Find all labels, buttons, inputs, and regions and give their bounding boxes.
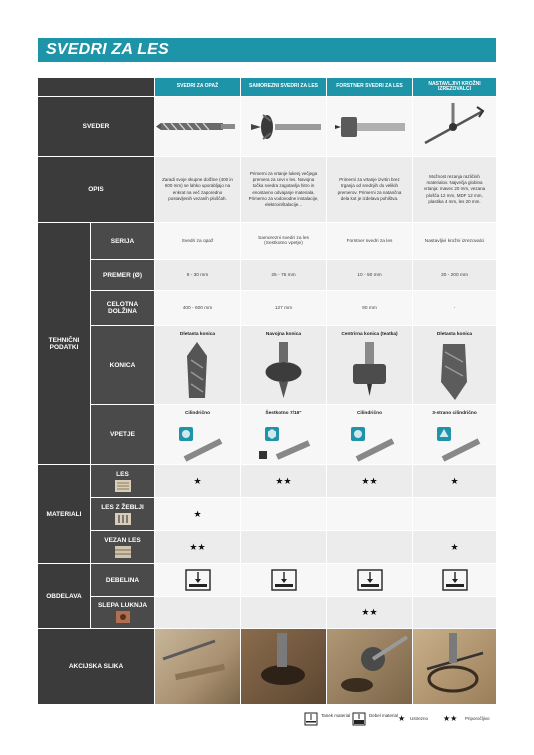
center-point-tip-icon (327, 326, 412, 404)
description-1: Zaradi svoje skupne dolžine (400 in 600 mm) se lahko uporabljajo na enkrat na več zaporedno postavljenih vezanih ploščah. (155, 157, 240, 222)
drill-image-4 (413, 97, 496, 156)
row-label-konica: KONICA (91, 326, 154, 404)
group-label-tehnicni: TEHNIČNI PODATKI (38, 223, 90, 464)
tip-cell-1 (155, 326, 240, 404)
length-1: 400 - 600 mm (155, 291, 240, 325)
row-label-celotna: CELOTNA DOLŽINA (91, 291, 154, 325)
column-header-2: SAMOREZNI SVEDRI ZA LES (241, 78, 326, 96)
wood-with-nails-icon (115, 513, 131, 525)
title-banner (38, 38, 496, 62)
shank-cell-2 (241, 405, 326, 464)
wood-icon (115, 480, 131, 492)
rating-vezan-les-1: ★★ (155, 531, 240, 563)
thickness-cell-4 (413, 564, 496, 596)
rating-vezan-les-2 (241, 531, 326, 563)
legend (0, 708, 534, 734)
circle-cutter-icon (413, 97, 496, 156)
length-2: 127 mm (241, 291, 326, 325)
rating-les-zeblji-3 (327, 498, 412, 530)
row-label-les-zeblji-text: LES Z ŽEBLJI (101, 503, 144, 511)
column-header-4: NASTAVLJIVI KROŽNI IZREZOVALCI (413, 78, 496, 96)
drilling-photo (155, 629, 240, 704)
rating-les-zeblji-2 (241, 498, 326, 530)
thin-material-icon (304, 712, 318, 726)
thick-material-icon (352, 712, 366, 726)
row-label-debelina: DEBELINA (91, 564, 154, 596)
series-3: Forstner svedri za les (327, 223, 412, 259)
rating-vezan-les-4: ★ (413, 531, 496, 563)
drill-image-1 (155, 97, 240, 156)
action-photo-4 (413, 629, 496, 704)
brad-point-tip-icon (155, 326, 240, 404)
tip-label-3: Centrirna konica (teatka) (341, 332, 398, 337)
shank-label-1: Cilindrično (184, 411, 211, 416)
column-header-1: SVEDRI ZA OPAŽ (155, 78, 240, 96)
forstner-bit-icon (327, 97, 412, 156)
tip-label-2: Navojna konica (265, 332, 302, 337)
action-photo-3 (327, 629, 412, 704)
action-photo-1 (155, 629, 240, 704)
header-corner (38, 78, 154, 96)
page-title: SVEDRI ZA LES (46, 41, 169, 58)
tip-label-1: Dletasta konica (179, 332, 216, 337)
length-3: 90 mm (327, 291, 412, 325)
chisel-tip-icon (413, 326, 496, 404)
row-label-opis: OPIS (38, 157, 154, 222)
material-thickness-icon (185, 569, 211, 591)
row-label-les-zeblji (91, 498, 154, 530)
row-label-vpetje: VPETJE (91, 405, 154, 464)
description-4: Možnost rezanja različnih materialov. Največja globina vrtanja: mavec 20 mm, vezana plošča 12 mm, MDF 12 mm, plastika 4 mm, les 20 mm. (413, 157, 496, 222)
row-label-slepa (91, 597, 154, 628)
drill-image-3 (327, 97, 412, 156)
drilling-photo (413, 629, 496, 704)
diameter-1: 8 - 30 mm (155, 260, 240, 290)
legend-thin-label: Tanek material (321, 713, 351, 718)
rating-vezan-les-3 (327, 531, 412, 563)
legend-suitable-label: Ustrezno (410, 716, 429, 721)
legend-star-1: ★ (398, 714, 406, 723)
legend-thick-label: Debel material (369, 713, 399, 718)
diameter-3: 10 - 50 mm (327, 260, 412, 290)
legend-star-2: ★★ (443, 714, 458, 723)
rating-slepa-1 (155, 597, 240, 628)
length-4: - (413, 291, 496, 325)
tip-cell-3 (327, 326, 412, 404)
row-label-sveder: SVEDER (38, 97, 154, 156)
row-label-les (91, 465, 154, 497)
action-photo-2 (241, 629, 326, 704)
thickness-cell-3 (327, 564, 412, 596)
plywood-icon (115, 546, 131, 558)
column-header-3: FORSTNER SVEDRI ZA LES (327, 78, 412, 96)
row-label-vezan-les (91, 531, 154, 563)
comparison-table (38, 78, 496, 704)
rating-slepa-2 (241, 597, 326, 628)
row-label-akcijska: AKCIJSKA SLIKA (38, 629, 154, 704)
diameter-4: 30 - 200 mm (413, 260, 496, 290)
description-3: Primerni za vrtanje izvrtin brez trganja od srednjih do velikih premerov. Primerni za natančna dela kot je izdelava pohištva. (327, 157, 412, 222)
self-feed-bit-icon (241, 97, 326, 156)
series-2: Samorezni svedri za les (Sestkotno vpetje) (241, 223, 326, 259)
legend-recommended-label: Priporočljivo (465, 716, 490, 721)
tip-label-4: Dletasta konica (436, 332, 473, 337)
shank-label-2: Šestkotno 7/16" (265, 411, 302, 416)
drilling-photo (241, 629, 326, 704)
drilling-photo (327, 629, 412, 704)
thickness-cell-1 (155, 564, 240, 596)
drill-image-2 (241, 97, 326, 156)
blind-hole-icon (116, 611, 130, 623)
shank-label-4: 3-strano cilindrično (432, 411, 477, 416)
tip-cell-4 (413, 326, 496, 404)
material-thickness-icon (271, 569, 297, 591)
description-2: Primerni za vrtanje lukenj večjega premera za cevi v les. Navojna točka svedra zagotavlja hitro in enostavno odvajanje materiala. Primerno za vodovodne instalacije, elektroinštalacije... (241, 157, 326, 222)
rating-les-4: ★ (413, 465, 496, 497)
shank-label-3: Cilindrično (356, 411, 383, 416)
rating-les-2: ★★ (241, 465, 326, 497)
shank-cell-1 (155, 405, 240, 464)
screw-tip-icon (241, 326, 326, 404)
auger-bit-icon (155, 97, 240, 156)
row-label-premer: PREMER (Ø) (91, 260, 154, 290)
row-label-slepa-text: SLEPA LUKNJA (97, 602, 148, 609)
shank-cell-3 (327, 405, 412, 464)
rating-slepa-3: ★★ (327, 597, 412, 628)
group-label-materiali: MATERIALI (38, 465, 90, 563)
diameter-2: 25 - 76 mm (241, 260, 326, 290)
rating-les-3: ★★ (327, 465, 412, 497)
tip-cell-2 (241, 326, 326, 404)
rating-les-zeblji-1: ★ (155, 498, 240, 530)
row-label-serija: SERIJA (91, 223, 154, 259)
group-label-obdelava: OBDELAVA (38, 564, 90, 628)
series-1: Svedri za opaž (155, 223, 240, 259)
rating-les-1: ★ (155, 465, 240, 497)
material-thickness-icon (442, 569, 468, 591)
row-label-les-text: LES (116, 470, 129, 478)
series-4: Nastavljivi krožni izrezovalci (413, 223, 496, 259)
rating-slepa-4 (413, 597, 496, 628)
material-thickness-icon (357, 569, 383, 591)
row-label-vezan-les-text: VEZAN LES (104, 536, 141, 544)
rating-les-zeblji-4 (413, 498, 496, 530)
shank-cell-4 (413, 405, 496, 464)
thickness-cell-2 (241, 564, 326, 596)
